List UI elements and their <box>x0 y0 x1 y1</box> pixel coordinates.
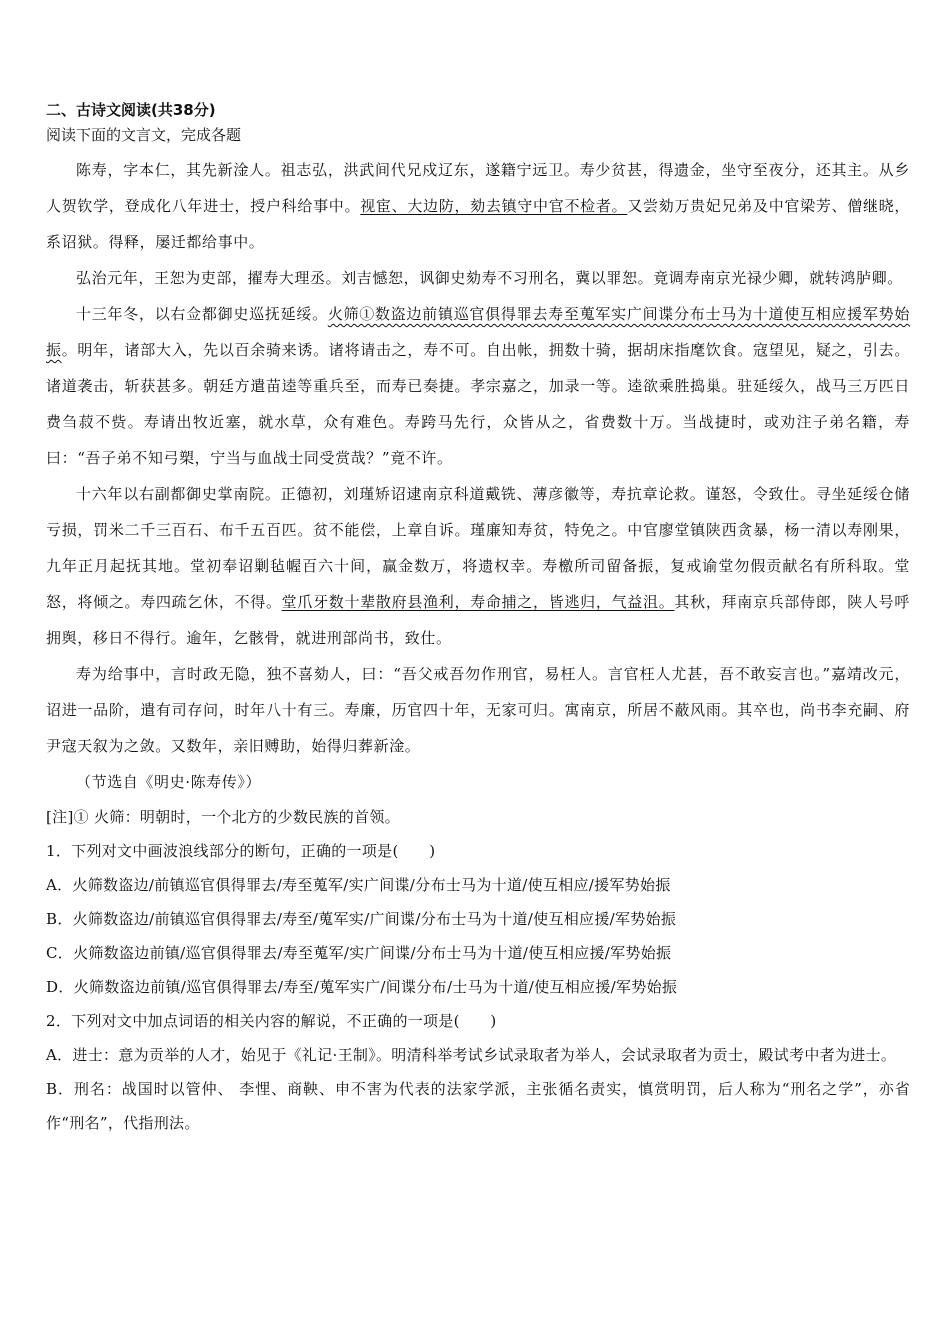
p4-underlined-sentence: 堂爪牙数十辈散府县渔利，寿命捕之，皆逃归，气益沮。 <box>281 593 675 611</box>
section-title: 二、古诗文阅读(共38分) <box>46 101 216 119</box>
question-1-stem: 1．下列对文中画波浪线部分的断句，正确的一项是( ) <box>46 842 436 860</box>
passage-paragraph-4 <box>46 476 910 656</box>
p1-text-a: 陈寿，字本仁，其先新淦人。祖志弘，洪武间代兄戍辽东，遂籍宁远卫。寿少贫甚，得遗金，坐守至夜分，还其主。从乡人贺钦学，登成化八年进士，授户科给事中。 <box>46 161 910 215</box>
p3-wavy-underlined-sentence: 火筛①数盗边前镇巡官俱得罪去寿至蒐军实广间谍分布士马为十道使互相应援军势始振 <box>46 305 910 359</box>
question-1-option-d: D．火筛数盗边前镇/巡官俱得罪去/寿至/蒐军实广/间谍分布/士马为十道/使互相应援/军势始振 <box>46 978 678 996</box>
question-1-option-b: B．火筛数盗边/前镇巡官俱得罪去/寿至/蒐军实/广间谍/分布士马为十道/使互相应援/军势始振 <box>46 910 677 928</box>
passage-source: （节选自《明史·陈寿传》） <box>76 773 262 791</box>
question-1-option-a: A．火筛数盗边/前镇巡官俱得罪去/寿至蒐军/实广间谍/分布士马为十道/使互相应/援军势始振 <box>46 876 671 894</box>
question-2-option-a: A．进士：意为贡举的人才，始见于《礼记·王制》。明清科举考试乡试录取者为举人，会试录取者为贡士，殿试考中者为进士。 <box>46 1046 897 1064</box>
question-1 <box>46 834 910 1004</box>
question-2 <box>46 1004 910 1140</box>
question-2-option-b: B．刑名：战国时以管仲、 李悝、商鞅、申不害为代表的法家学派，主张循名责实，慎赏明罚，后人称为“刑名之学”，亦省作“刑名”，代指刑法。 <box>46 1080 910 1132</box>
p4-text-a: 十六年以右副都御史掌南院。正德初，刘瑾矫诏逮南京科道戴铣、薄彦徽等，寿抗章论救。谨怒，令致仕。寻坐延绥仓储亏损，罚米二千三百石、布千五百匹。贫不能偿，上章自诉。瑾廉知寿贫，特免之。中官廖堂镇陕西贪暴，杨一清以寿刚果，九年正月起抚其地。堂初奉诏剿毡幄百六十间，赢金数万，将遗权幸。寿檄所司留备振，复戒谕堂勿假贡献名有所科取。堂怒，将倾之。寿四疏乞休，不得。 <box>46 485 910 611</box>
document-page <box>46 98 910 1140</box>
p1-text-c: 又尝劾万贵妃兄弟及中官梁芳、僧继晓，系诏狱。得释，屡迁都给事中。 <box>46 197 910 251</box>
passage-paragraph-2: 弘治元年，王恕为吏部，擢寿大理丞。刘吉憾恕，讽御史劾寿不习刑名，冀以罪恕。竟调寿南京光禄少卿，就转鸿胪卿。 <box>76 269 903 287</box>
p3-text-a: 十三年冬，以右佥都御史巡抚延绥。 <box>76 305 328 323</box>
question-2-stem: 2．下列对文中加点词语的相关内容的解说，不正确的一项是( ) <box>46 1012 497 1030</box>
classical-passage <box>46 152 910 800</box>
p1-underlined-sentence: 视宦、大边防，劾去镇守中官不检者。 <box>360 197 628 215</box>
p3-text-c: 。明年，诸部大入，先以百余骑来诱。诸将请击之，寿不可。自出帐，拥数十骑，据胡床指麾饮食。寇望见，疑之，引去。诸道袭击，斩获甚多。朝廷方遣苗逵等重兵至，而寿已奏捷。孝宗嘉之，加录一等。逵欲乘胜捣巢。驻延绥久，战马三万匹日费刍菽不赀。寿请出牧近塞，就水草，众有难色。寿跨马先行，众皆从之，省费数十万。当战捷时，或劝注子弟名籍，寿曰：“吾子弟不知弓槊，宁当与血战士同受赏哉？”竟不许。 <box>46 341 910 467</box>
instruction: 阅读下面的文言文，完成各题 <box>46 126 242 144</box>
passage-paragraph-3 <box>46 296 910 476</box>
passage-paragraph-1 <box>46 152 910 260</box>
p4-text-c: 其秋，拜南京兵部侍郎，陕人号呼拥舆，移日不得行。逾年，乞骸骨，就进刑部尚书，致仕。 <box>46 593 910 647</box>
footnote: [注]① 火筛：明朝时，一个北方的少数民族的首领。 <box>46 808 400 826</box>
passage-paragraph-5: 寿为给事中，言时政无隐，独不喜劾人，曰：“吾父戒吾勿作刑官，易枉人。言官枉人尤甚，吾不敢妄言也。”嘉靖改元，诏进一品阶，遣有司存问，时年八十有三。寿廉，历官四十年，无家可归。寓南京，所居不蔽风雨。其卒也，尚书李充嗣、府尹寇天叙为之敛。又数年，亲旧赙助，始得归葬新淦。 <box>46 665 910 755</box>
question-1-option-c: C．火筛数盗边前镇/巡官俱得罪去/寿至蒐军/实广间谍/分布士马为十道/使互相应援/军势始振 <box>46 944 672 962</box>
